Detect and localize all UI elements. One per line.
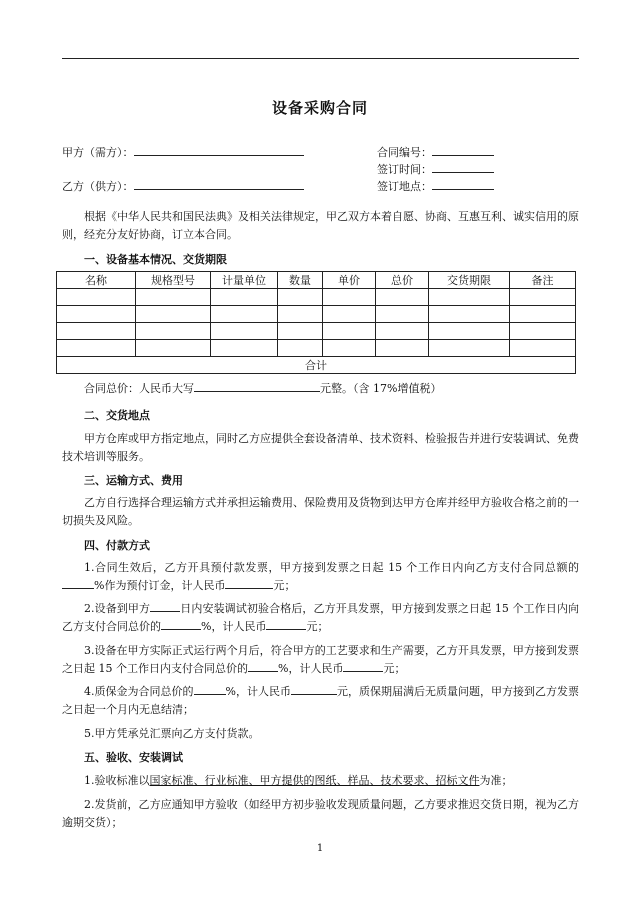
sign-place-blank[interactable] xyxy=(432,178,494,190)
sign-place-label: 签订地点： xyxy=(377,180,432,193)
install-amount-blank[interactable] xyxy=(266,618,306,630)
col-delivery: 交货期限 xyxy=(429,272,510,289)
install-days-blank[interactable] xyxy=(150,600,180,612)
table-header-row xyxy=(57,272,576,289)
col-remark: 备注 xyxy=(510,272,576,289)
contract-no-field xyxy=(377,144,494,160)
document-title: 设备采购合同 xyxy=(271,99,368,117)
total-suffix: 元整。（含 17%增值税） xyxy=(320,382,442,395)
section3-text: 乙方自行选择合理运输方式并承担运输费用、保险费用及货物到达甲方仓库并经甲方验收合格之前的一切损失及风险。 xyxy=(62,496,579,527)
col-qty: 数量 xyxy=(278,272,323,289)
page-number: 1 xyxy=(316,843,324,854)
total-amount-blank[interactable] xyxy=(194,380,320,392)
col-name: 名称 xyxy=(57,272,136,289)
equipment-table xyxy=(56,271,576,374)
payment-clause-3: 3.设备在甲方实际正式运行两个月后，符合甲方的工艺要求和生产需要，乙方开具发票，甲方接到发票之日起 15 个工作日内支付合同总价的 %，计人民币 元； xyxy=(62,644,579,675)
sign-time-label: 签订时间： xyxy=(377,163,432,176)
section2-text: 甲方仓库或甲方指定地点，同时乙方应提供全套设备清单、技术资料、检验报告并进行安装调试、免费技术培训等服务。 xyxy=(62,432,579,463)
acceptance-clause-1: 1.验收标准以国家标准、行业标准、甲方提供的图纸、样品、技术要求、招标文件为准； xyxy=(84,774,513,787)
sign-time-blank[interactable] xyxy=(432,161,494,173)
section2-title: 二、交货地点 xyxy=(84,409,150,422)
contract-no-blank[interactable] xyxy=(432,144,494,156)
intro-paragraph: 根据《中华人民共和国民法典》及相关法律规定，甲乙双方本着自愿、协商、互惠互利、诚实信用的原则，经充分友好协商，订立本合同。 xyxy=(62,210,579,241)
party-b-field xyxy=(62,178,304,194)
contract-total-line xyxy=(84,380,441,396)
party-b-label: 乙方（供方）： xyxy=(62,180,134,193)
col-unit: 计量单位 xyxy=(211,272,278,289)
party-a-label: 甲方（需方）： xyxy=(62,146,134,159)
party-a-blank[interactable] xyxy=(134,144,304,156)
sign-place-field xyxy=(377,178,494,194)
table-row[interactable] xyxy=(57,323,576,340)
prepay-percent-blank[interactable] xyxy=(62,577,94,589)
prepay-amount-blank[interactable] xyxy=(225,577,273,589)
header-rule xyxy=(62,58,579,59)
section3-title: 三、运输方式、费用 xyxy=(84,474,183,487)
table-row[interactable] xyxy=(57,340,576,357)
run-percent-blank[interactable] xyxy=(248,660,278,672)
table-total-label: 合计 xyxy=(57,357,576,374)
acceptance-clause-2: 2.发货前，乙方应通知甲方验收（如经甲方初步验收发现质量问题，乙方要求推迟交货日期，视为乙方逾期交货）； xyxy=(62,798,579,829)
party-a-field xyxy=(62,144,304,160)
install-percent-blank[interactable] xyxy=(161,618,201,630)
table-row[interactable] xyxy=(57,306,576,323)
run-amount-blank[interactable] xyxy=(343,660,383,672)
payment-clause-5: 5.甲方凭承兑汇票向乙方支付货款。 xyxy=(84,727,260,740)
retention-percent-blank[interactable] xyxy=(194,683,226,695)
payment-clause-2: 2.设备到甲方 日内安装调试初验合格后，乙方开具发票，甲方接到发票之日起 15 个工作日内向乙方支付合同总价的 %，计人民币 元； xyxy=(62,602,579,633)
acceptance-standards: 国家标准、行业标准、甲方提供的图纸、样品、技术要求、招标文件 xyxy=(149,774,480,787)
col-model: 规格型号 xyxy=(136,272,211,289)
retention-amount-blank[interactable] xyxy=(291,683,337,695)
payment-clause-1: 1.合同生效后，乙方开具预付款发票，甲方接到发票之日起 15 个工作日内向乙方支付合同总额的%作为预付订金，计人民币 元； xyxy=(62,559,579,595)
party-b-blank[interactable] xyxy=(134,178,304,190)
section5-title: 五、验收、安装调试 xyxy=(84,751,183,764)
payment-clause-4: 4.质保金为合同总价的 %，计人民币 元，质保期届满后无质量问题，甲方接到乙方发票之日起一个月内无息结清； xyxy=(62,685,580,716)
sign-time-field xyxy=(377,161,494,177)
total-prefix: 合同总价：人民币大写 xyxy=(84,382,194,395)
contract-no-label: 合同编号： xyxy=(377,146,432,159)
table-total-row xyxy=(57,357,576,374)
table-row[interactable] xyxy=(57,289,576,306)
section1-title: 一、设备基本情况、交货期限 xyxy=(84,253,227,266)
col-price: 单价 xyxy=(323,272,376,289)
section4-title: 四、付款方式 xyxy=(84,539,150,552)
col-total: 总价 xyxy=(376,272,429,289)
